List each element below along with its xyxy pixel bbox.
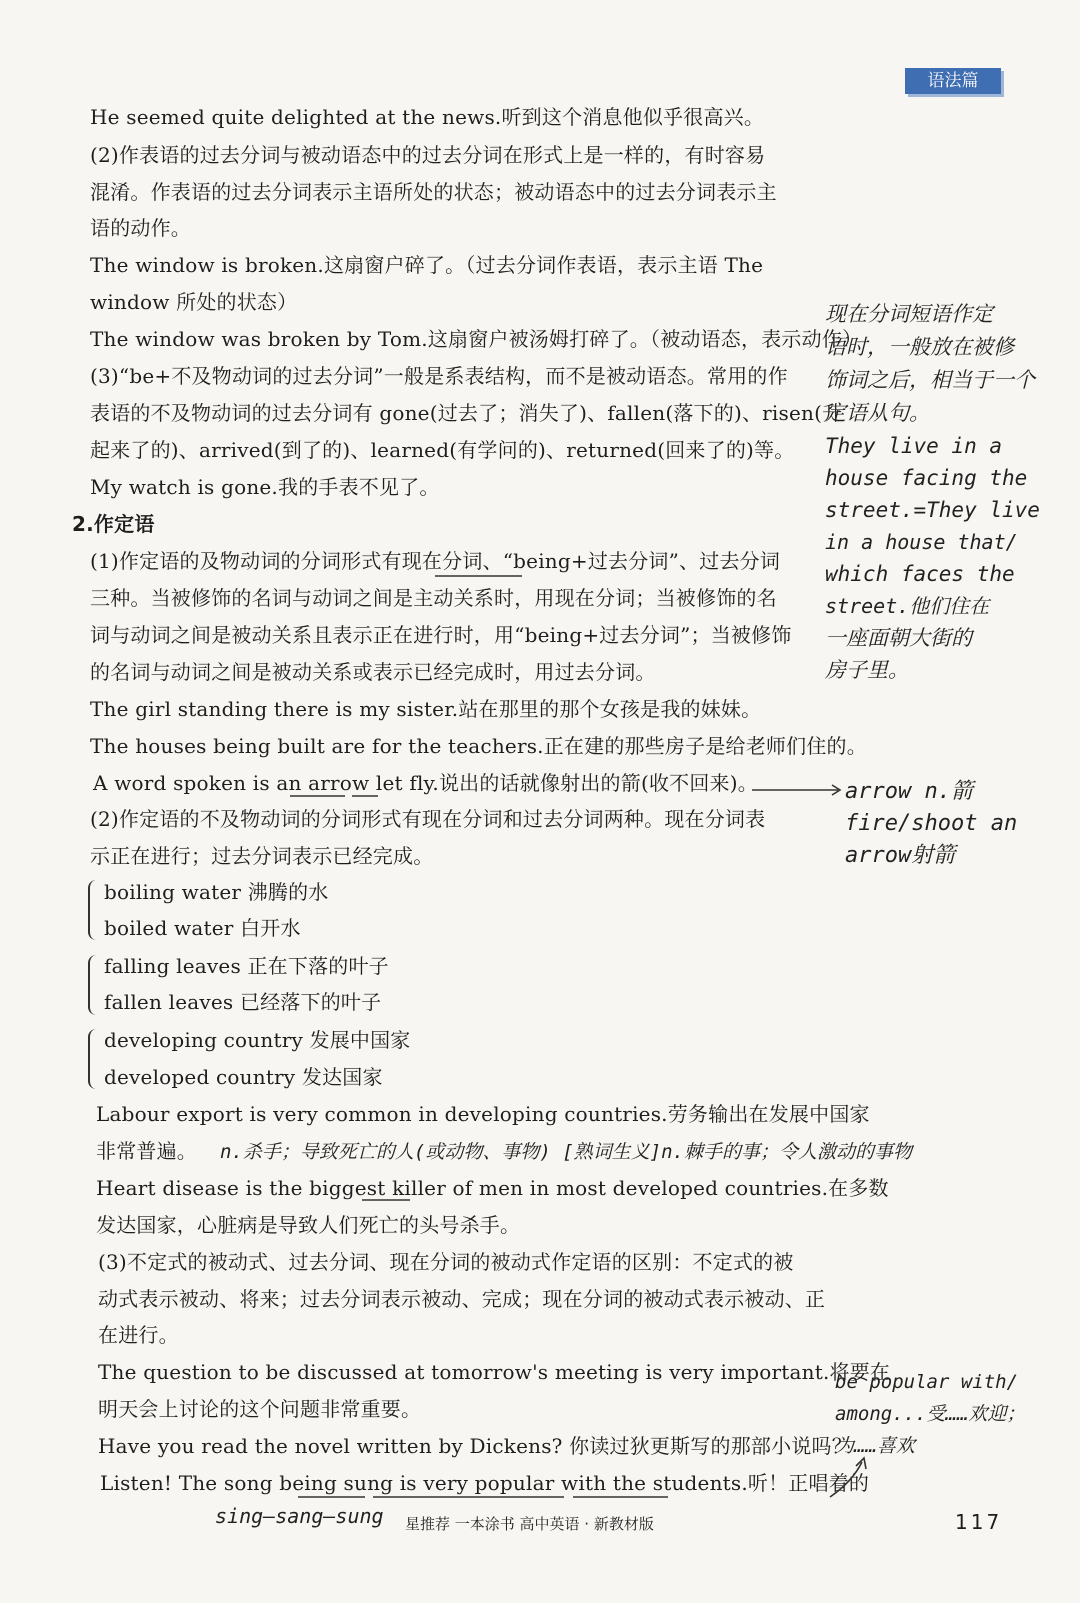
- handwritten-note: house facing the: [825, 466, 1028, 490]
- section-heading: 2.作定语: [72, 512, 155, 536]
- text-line: (3)不定式的被动式、过去分词、现在分词的被动式作定语的区别：不定式的被: [98, 1250, 794, 1274]
- text-line: 三种。当被修饰的名词与动词之间是主动关系时，用现在分词；当被修饰的名: [90, 586, 777, 610]
- handwritten-note: 为……喜欢: [835, 1435, 915, 1457]
- text-line: boiled water 白开水: [104, 916, 301, 940]
- text-line: (2)作表语的过去分词与被动语态中的过去分词在形式上是一样的，有时容易: [90, 143, 766, 167]
- text-line: (3)“be+不及物动词的过去分词”一般是系表结构，而不是被动语态。常用的作: [90, 364, 788, 388]
- text-line: 表语的不及物动词的过去分词有 gone(过去了；消失了)、fallen(落下的)、risen(升: [90, 401, 843, 425]
- handwritten-note: be popular with/: [835, 1371, 1019, 1393]
- text-line: boiling water 沸腾的水: [104, 880, 329, 904]
- handwritten-note: 一座面朝大街的: [825, 626, 972, 650]
- handwritten-note: in a house that/: [825, 530, 1018, 554]
- text-line: (2)作定语的不及物动词的分词形式有现在分词和过去分词两种。现在分词表: [90, 807, 766, 831]
- arrow-line: [830, 1462, 862, 1497]
- text-line: The window was broken by Tom.这扇窗户被汤姆打碎了。（被动语态，表示动作）: [90, 327, 863, 351]
- handwritten-note: 现在分词短语作定: [825, 302, 993, 326]
- text-line: 的名词与动词之间是被动关系或表示已经完成时，用过去分词。: [90, 660, 656, 684]
- text-line: 混淆。作表语的过去分词表示主语所处的状态；被动语态中的过去分词表示主: [90, 180, 777, 204]
- text-line: window 所处的状态）: [90, 290, 298, 314]
- section-tag: 语法篇: [905, 68, 1001, 94]
- text-line: A word spoken is an arrow let fly.说出的话就像射出的箭(收不回来)。: [93, 771, 758, 795]
- handwritten-note: n.杀手；导致死亡的人(或动物、事物) [熟词生义]n.棘手的事；令人激动的事物: [220, 1141, 912, 1163]
- text-line: 明天会上讨论的这个问题非常重要。: [98, 1397, 422, 1421]
- text-line: (1)作定语的及物动词的分词形式有现在分词、“being+过去分词”、过去分词: [90, 549, 781, 573]
- text-line: 语的动作。: [90, 216, 191, 240]
- handwritten-note: arrow n.箭: [845, 779, 973, 804]
- text-line: Labour export is very common in developing countries.劳务输出在发展中国家: [96, 1102, 870, 1126]
- text-line: 发达国家，心脏病是导致人们死亡的头号杀手。: [96, 1213, 521, 1237]
- text-line: 非常普遍。: [96, 1139, 197, 1163]
- handwritten-note: street.=They live: [825, 498, 1040, 522]
- handwritten-note: 语时，一般放在被修: [825, 335, 1014, 359]
- text-line: The question to be discussed at tomorrow's meeting is very important.将要在: [98, 1360, 891, 1384]
- handwritten-note: fire/shoot an: [845, 811, 1018, 836]
- handwritten-note: 定语从句。: [825, 401, 930, 425]
- text-line: He seemed quite delighted at the news.听到这个消息他似乎很高兴。: [90, 105, 765, 129]
- text-line: Heart disease is the biggest killer of men in most developed countries.在多数: [96, 1176, 889, 1200]
- handwritten-note: 饰词之后，相当于一个: [825, 368, 1035, 392]
- text-line: falling leaves 正在下落的叶子: [104, 954, 389, 978]
- text-line: 词与动词之间是被动关系且表示正在进行时，用“being+过去分词”；当被修饰: [90, 623, 792, 647]
- handwritten-note: 房子里。: [825, 658, 909, 682]
- text-line: developing country 发展中国家: [104, 1028, 411, 1052]
- text-line: 示正在进行；过去分词表示已经完成。: [90, 844, 434, 868]
- text-line: 起来了的)、arrived(到了的)、learned(有学问的)、returned(回来了的)等。: [90, 438, 795, 462]
- handwritten-note: street.他们住在: [825, 594, 990, 618]
- text-line: The window is broken.这扇窗户碎了。（过去分词作表语，表示主语 The: [90, 253, 764, 277]
- text-line: developed country 发达国家: [104, 1065, 383, 1089]
- text-line: Have you read the novel written by Dickens? 你读过狄更斯写的那部小说吗？: [98, 1434, 852, 1458]
- text-line: 在进行。: [98, 1323, 179, 1347]
- page-number: 117: [955, 1510, 1003, 1534]
- text-line: 动式表示被动、将来；过去分词表示被动、完成；现在分词的被动式表示被动、正: [98, 1287, 826, 1311]
- text-line: The girl standing there is my sister.站在那里的那个女孩是我的妹妹。: [90, 697, 762, 721]
- handwritten-note: which faces the: [825, 562, 1015, 586]
- text-line: The houses being built are for the teachers.正在建的那些房子是给老师们住的。: [90, 734, 867, 758]
- handwritten-note: They live in a: [825, 434, 1003, 458]
- handwritten-note: sing—sang—sung: [215, 1504, 384, 1528]
- footer-text: 星推荐 一本涂书 高中英语 · 新教材版: [405, 1515, 654, 1533]
- handwritten-note: arrow射箭: [845, 843, 956, 868]
- text-line: fallen leaves 已经落下的叶子: [104, 990, 382, 1014]
- text-line: Listen! The song being sung is very popular with the students.听！正唱着的: [100, 1471, 870, 1495]
- handwritten-note: among...受……欢迎；: [835, 1403, 1026, 1425]
- text-line: My watch is gone.我的手表不见了。: [90, 475, 440, 499]
